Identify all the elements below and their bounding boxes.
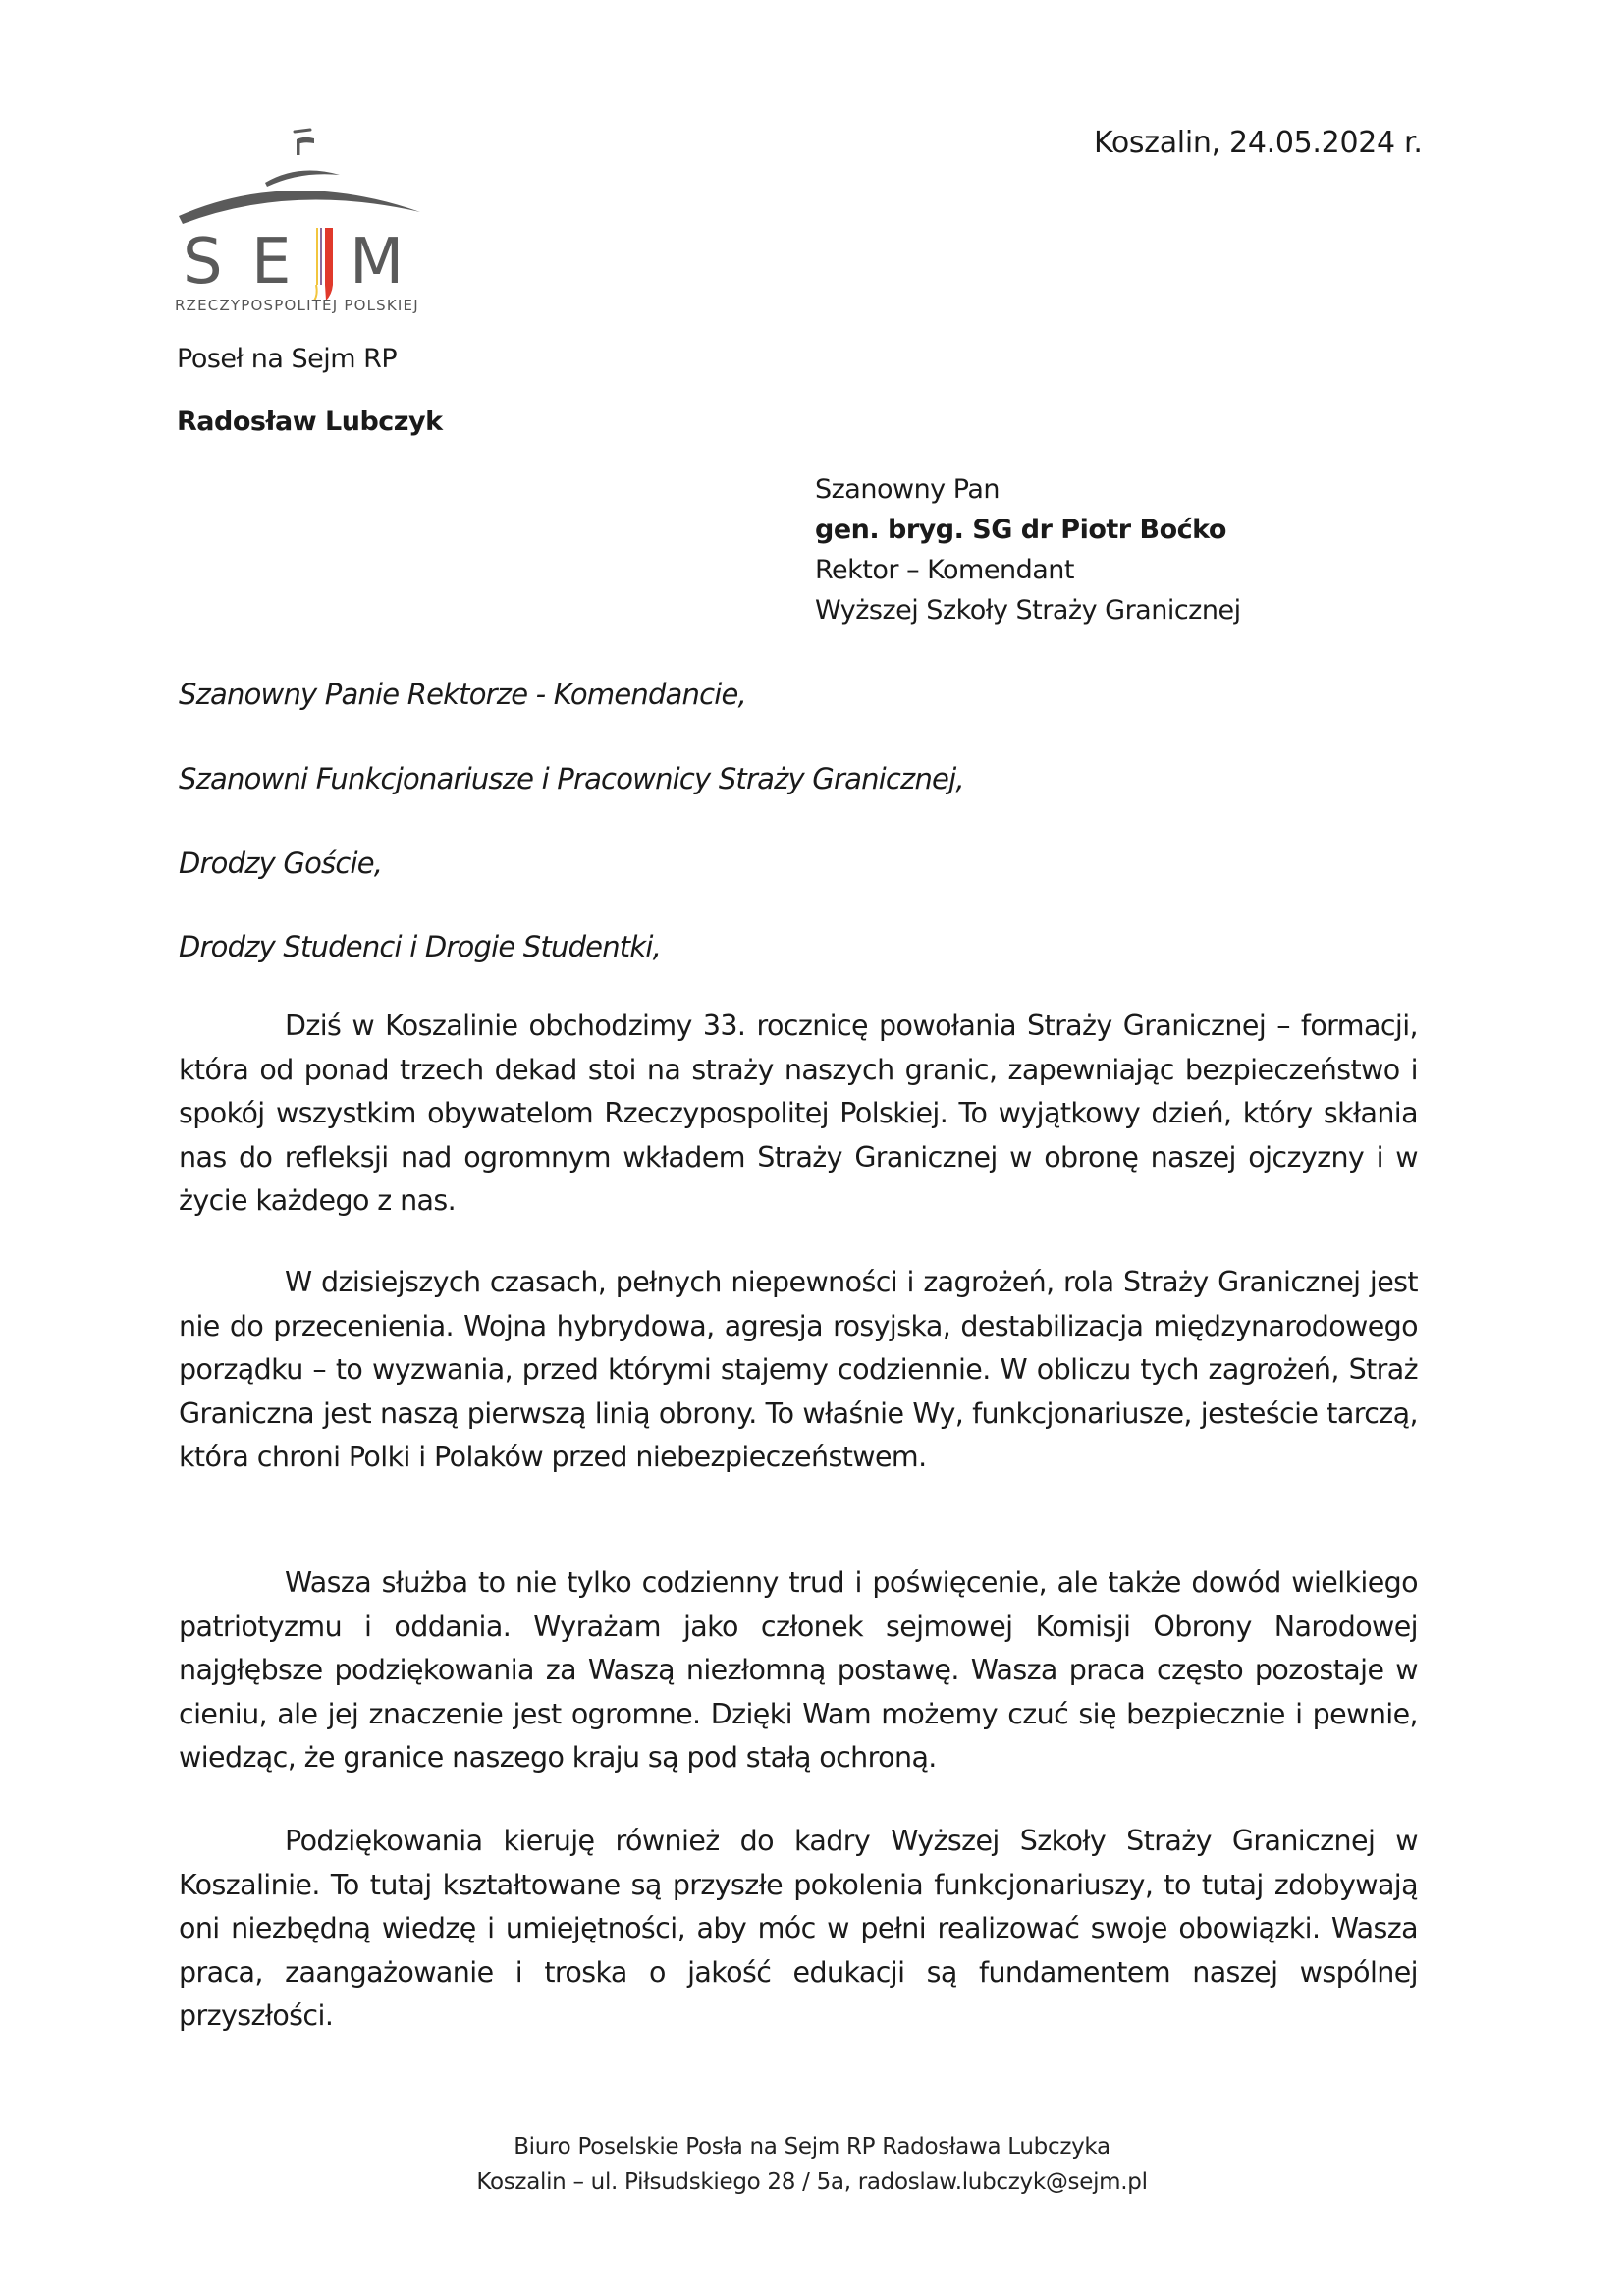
body-paragraph bbox=[179, 1820, 1418, 2039]
paragraph-text: W dzisiejszych czasach, pełnych niepewności i zagrożeń, rola Straży Granicznej jest nie do przecenienia. Wojna hybrydowa, agresja rosyjska, destabilizacja międzynarodowego porządku – to wyzwania, przed którymi stajemy codziennie. W obliczu tych zagrożeń, Straż Graniczna jest naszą pierwszą linią obrony. To właśnie Wy, funkcjonariusze, jesteście tarczą, która chroni Polki i Polaków przed niebezpieczeństwem. bbox=[179, 1266, 1418, 1473]
letter-date: Koszalin, 24.05.2024 r. bbox=[1094, 126, 1423, 160]
recipient-name: gen. bryg. SG dr Piotr Boćko bbox=[815, 515, 1226, 545]
sender-role: Poseł na Sejm RP bbox=[177, 344, 398, 374]
svg-text:M: M bbox=[350, 226, 405, 299]
recipient-salutation: Szanowny Pan bbox=[815, 474, 1000, 505]
paragraph-text: Podziękowania kieruję również do kadry Wyższej Szkoły Straży Granicznej w Koszalinie. To tutaj kształtowane są przyszłe pokolenia funkcjonariuszy, to tutaj zdobywają oni niezbędną wiedzę i umiejętności, aby móc w pełni realizować swoje obowiązki. Wasza praca, zaangażowanie i troska o jakość edukacji są fundamentem naszej wspólnej przyszłości. bbox=[179, 1825, 1418, 2032]
letter-footer bbox=[0, 2129, 1624, 2200]
paragraph-text: Wasza służba to nie tylko codzienny trud i poświęcenie, ale także dowód wielkiego patriotyzmu i oddania. Wyrażam jako członek sejmowej Komisji Obrony Narodowej najgłębsze podziękowania za Waszą niezłomną postawę. Wasza praca często pozostaje w cieniu, ale jej znaczenie jest ogromne. Dzięki Wam możemy czuć się bezpiecznie i pewnie, wiedząc, że granice naszego kraju są pod stałą ochroną. bbox=[179, 1566, 1418, 1774]
body-paragraph bbox=[179, 1005, 1418, 1224]
recipient-institution: Wyższej Szkoły Straży Granicznej bbox=[815, 595, 1241, 626]
greeting-line: Szanowni Funkcjonariusze i Pracownicy Straży Granicznej, bbox=[179, 762, 964, 795]
sender-name: Radosław Lubczyk bbox=[177, 407, 443, 437]
greeting-line: Drodzy Studenci i Drogie Studentki, bbox=[179, 930, 662, 963]
footer-office: Biuro Poselskie Posła na Sejm RP Radosława Lubczyka bbox=[514, 2134, 1110, 2159]
body-paragraph bbox=[179, 1561, 1418, 1780]
greeting-line: Szanowny Panie Rektorze - Komendancie, bbox=[179, 678, 746, 711]
sejm-logo bbox=[173, 126, 428, 322]
logo-letter-s: S bbox=[183, 226, 223, 299]
svg-text:E: E bbox=[251, 226, 292, 299]
logo-subtitle: RZECZYPOSPOLITEJ POLSKIEJ bbox=[175, 297, 419, 314]
recipient-title: Rektor – Komendant bbox=[815, 555, 1074, 585]
footer-address: Koszalin – ul. Piłsudskiego 28 / 5a, radoslaw.lubczyk@sejm.pl bbox=[476, 2169, 1148, 2195]
paragraph-text: Dziś w Koszalinie obchodzimy 33. rocznicę powołania Straży Granicznej – formacji, która od ponad trzech dekad stoi na straży naszych granic, zapewniając bezpieczeństwo i spokój wszystkim obywatelom Rzeczypospolitej Polskiej. To wyjątkowy dzień, który skłania nas do refleksji nad ogromnym wkładem Straży Granicznej w obronę naszej ojczyzny i w życie każdego z nas. bbox=[179, 1010, 1418, 1217]
sejm-emblem-icon bbox=[173, 126, 428, 302]
recipient-block bbox=[815, 469, 1241, 630]
greeting-line: Drodzy Goście, bbox=[179, 847, 383, 880]
body-paragraph bbox=[179, 1261, 1418, 1480]
